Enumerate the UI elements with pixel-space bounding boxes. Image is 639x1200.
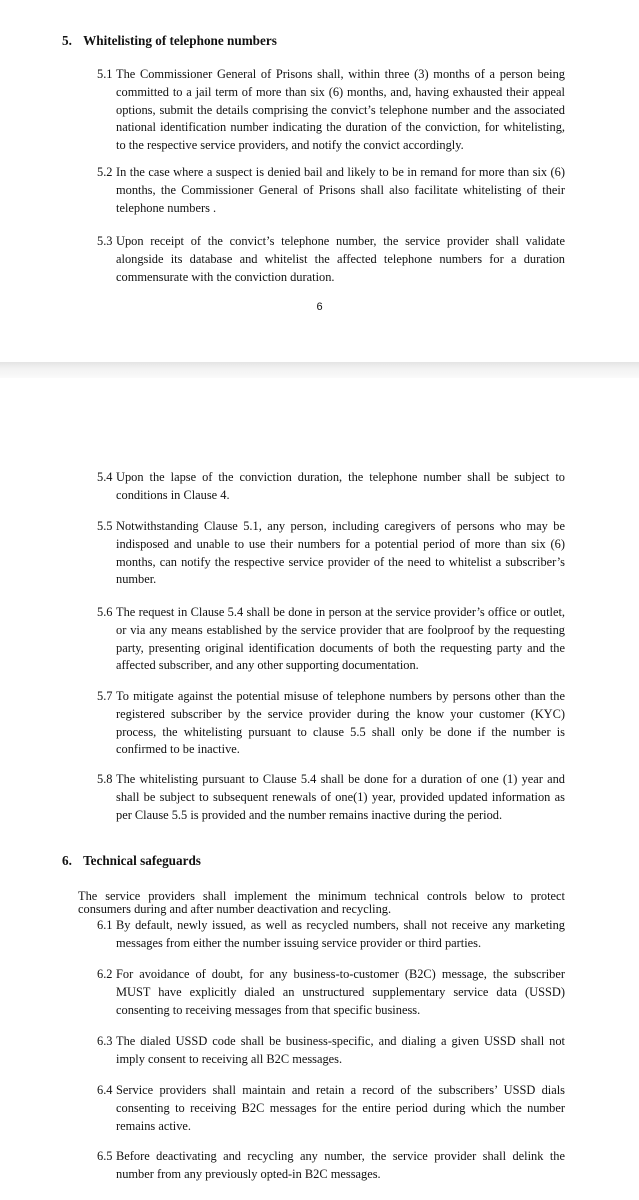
clause-text: The request in Clause 5.4 shall be done in person at the service provider’s office or outlet, or via any means established by the service provider that are foolproof by the requesting party, presenting original identification documents of both the requesting party and the affected subscriber, and any other supporting documentation. (116, 605, 565, 673)
document-page-6 (0, 0, 639, 362)
clause-text: To mitigate against the potential misuse of telephone numbers by persons other than the registered subscriber by the service provider during the know your customer (KYC) process, the whitelisting pursuant to clause 5.5 shall only be done if the number is confirmed to be inactive. (116, 689, 565, 757)
clause-text: In the case where a suspect is denied bail and likely to be in remand for more than six (6) months, the Commissioner General of Prisons shall also facilitate whitelisting of their telephone numbers . (116, 165, 565, 215)
clause-number: 6.3 (97, 1034, 113, 1048)
clause-text: Upon receipt of the convict’s telephone number, the service provider shall validate alongside its database and whitelist the affected telephone numbers for a duration commensurate with the conviction duration. (116, 234, 565, 284)
clause-number: 5.2 (97, 165, 113, 179)
clause-5-8 (97, 771, 565, 824)
section-6-number: 6. (62, 853, 72, 868)
section-5-title: Whitelisting of telephone numbers (83, 33, 277, 48)
clause-5-4 (97, 469, 565, 505)
clause-number: 5.5 (97, 519, 113, 533)
section-6-title: Technical safeguards (83, 853, 201, 868)
clause-number: 6.4 (97, 1083, 113, 1097)
clause-5-7 (97, 688, 565, 759)
clause-text: The Commissioner General of Prisons shall, within three (3) months of a person being committed to a jail term of more than six (6) months, and, having exhausted their appeal options, submit the details comprising the convict’s telephone number and the associated national identification number indicating the duration of the conviction, for whitelisting, to the respective service providers, and notify the convict accordingly. (116, 67, 565, 153)
clause-5-6 (97, 604, 565, 675)
clause-6-3 (97, 1033, 565, 1069)
clause-6-4 (97, 1082, 565, 1135)
clause-text: Notwithstanding Clause 5.1, any person, including caregivers of persons who may be indisposed and unable to use their numbers for a potential period of more than six (6) months, can notify the respective service provider of the need to whitelist a subscriber’s number. (116, 519, 565, 587)
clause-text: By default, newly issued, as well as recycled numbers, shall not receive any marketing messages from either the number issuing service provider or third parties. (116, 918, 565, 950)
clause-5-3 (97, 233, 565, 286)
clause-5-1 (97, 66, 565, 155)
clause-5-2 (97, 164, 565, 217)
clause-number: 5.3 (97, 234, 113, 248)
clause-5-5 (97, 518, 565, 589)
page-separator (0, 362, 639, 378)
clause-text: The dialed USSD code shall be business-specific, and dialing a given USSD shall not imply consent to receiving all B2C messages. (116, 1034, 565, 1066)
section-5-heading (62, 33, 277, 49)
clause-text: Before deactivating and recycling any number, the service provider shall delink the number from any previously opted-in B2C messages. (116, 1149, 565, 1181)
clause-number: 5.7 (97, 689, 113, 703)
clause-text: Service providers shall maintain and retain a record of the subscribers’ USSD dials consenting to receiving B2C messages for the entire period during which the number remains active. (116, 1083, 565, 1133)
clause-text: Upon the lapse of the conviction duration, the telephone number shall be subject to conditions in Clause 4. (116, 470, 565, 502)
clause-6-1 (97, 917, 565, 953)
section-6-intro: The service providers shall implement the minimum technical controls below to protect consumers during and after number deactivation and recycling. (78, 889, 565, 916)
clause-number: 6.5 (97, 1149, 113, 1163)
section-6-heading (62, 853, 201, 869)
clause-number: 5.6 (97, 605, 113, 619)
clause-6-5 (97, 1148, 565, 1184)
clause-text: The whitelisting pursuant to Clause 5.4 shall be done for a duration of one (1) year and shall be subject to subsequent renewals of one(1) year, provided updated information as per Clause 5.5 is provided and the number remains inactive during the period. (116, 772, 565, 822)
clause-number: 5.8 (97, 772, 113, 786)
clause-text: For avoidance of doubt, for any business-to-customer (B2C) message, the subscriber MUST have explicitly dialed an unstructured supplementary service data (USSD) consenting to receiving messages from that specific business. (116, 967, 565, 1017)
clause-number: 5.4 (97, 470, 113, 484)
page-number: 6 (316, 301, 323, 313)
clause-6-2 (97, 966, 565, 1019)
clause-number: 6.1 (97, 918, 113, 932)
document-page-7 (0, 378, 639, 1200)
clause-number: 6.2 (97, 967, 113, 981)
section-5-number: 5. (62, 33, 72, 48)
clause-number: 5.1 (97, 67, 113, 81)
